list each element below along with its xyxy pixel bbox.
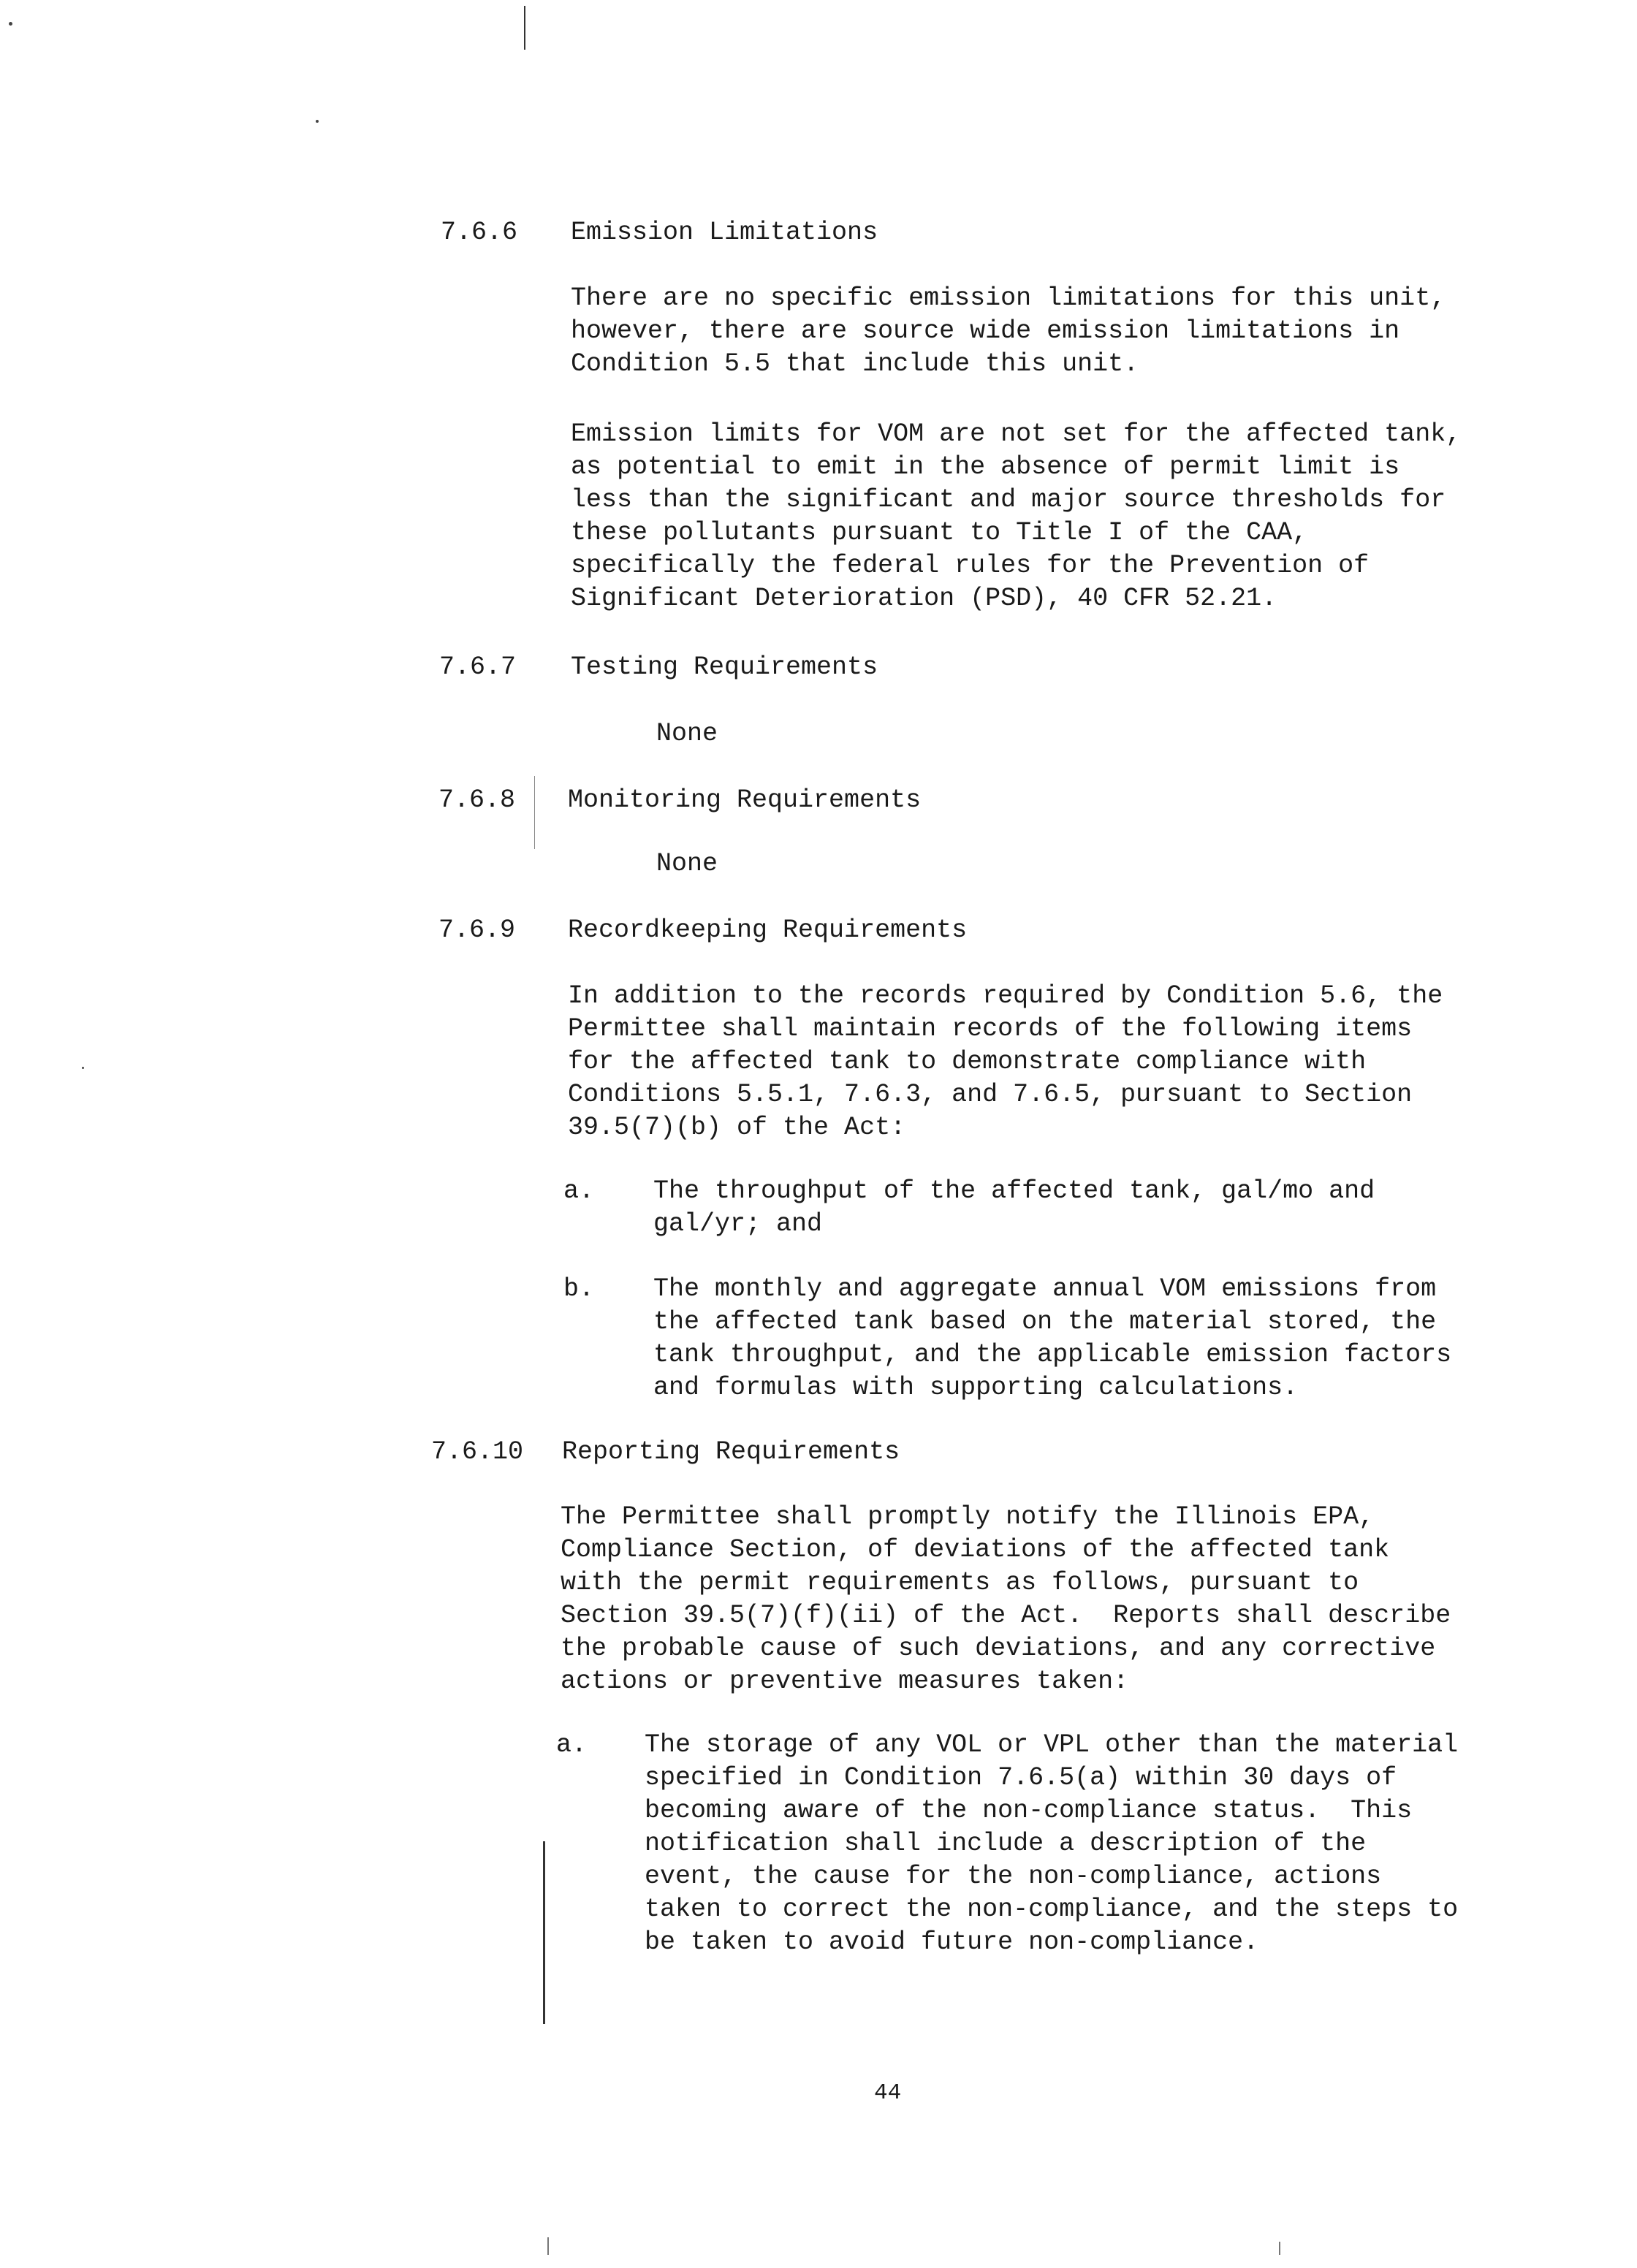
section-paragraph: Emission limits for VOM are not set for the affected tank, as potential to emit in the absence of permit limit is less than the significant and major source thresholds for these pollutants pursuant to Title I of the CAA, specifically the federal rules for the Prevention of Significant Deterioration (PSD), 40 CFR 52.21.: [571, 419, 1462, 613]
scan-mark-dotted: [534, 776, 535, 849]
scan-mark-bottom: [547, 2237, 549, 2255]
section-number: 7.6.10: [431, 1437, 524, 1466]
list-marker: a.: [556, 1730, 588, 1759]
page-number: 44: [874, 2080, 902, 2106]
section-number: 7.6.8: [438, 785, 516, 815]
scan-speck: [82, 1067, 84, 1069]
scan-speck: [316, 120, 319, 123]
scan-speck: [9, 22, 12, 26]
scan-mark-bottom: [1279, 2242, 1280, 2255]
section-body: None: [656, 849, 718, 878]
revision-bar: [543, 1841, 545, 2024]
list-item-text: The throughput of the affected tank, gal/mo and gal/yr; and: [653, 1176, 1375, 1238]
section-title: Recordkeeping Requirements: [568, 916, 968, 945]
list-marker: b.: [563, 1274, 595, 1304]
section-body: None: [656, 719, 718, 748]
scan-mark-top: [524, 6, 525, 50]
section-title: Emission Limitations: [571, 218, 878, 247]
list-item-text: The storage of any VOL or VPL other than the material specified in Condition 7.6.5(a) within 30 days of becoming aware of the non-compliance status. This notification shall include a description of the event, the cause for the non-compliance, actions taken to correct the non-compliance, and the steps to be taken to avoid future non-compliance.: [645, 1730, 1459, 1957]
list-item-text: The monthly and aggregate annual VOM emissions from the affected tank based on the material stored, the tank throughput, and the applicable emission factors and formulas with supporting calculations.: [653, 1274, 1452, 1402]
section-number: 7.6.6: [441, 218, 518, 247]
section-title: Testing Requirements: [571, 652, 878, 682]
section-title: Monitoring Requirements: [568, 785, 922, 815]
section-number: 7.6.7: [439, 652, 517, 682]
section-title: Reporting Requirements: [562, 1437, 900, 1466]
section-number: 7.6.9: [438, 916, 516, 945]
section-paragraph: In addition to the records required by Condition 5.6, the Permittee shall maintain records of the following items for the affected tank to demonstrate compliance with Conditions 5.5.1, 7.6.3, and 7.6.5, pursuant to Section 39.5(7)(b) of the Act:: [568, 981, 1443, 1142]
section-paragraph: The Permittee shall promptly notify the Illinois EPA, Compliance Section, of deviations of the affected tank with the permit requirements as follows, pursuant to Section 39.5(7)(f)(ii) of the Act. Reports shall describe the probable cause of such deviations, and any corrective actions or preventive measures taken:: [561, 1502, 1451, 1696]
section-paragraph: There are no specific emission limitations for this unit, however, there are source wide emission limitations in Condition 5.5 that include this unit.: [571, 284, 1446, 378]
list-marker: a.: [563, 1176, 595, 1206]
